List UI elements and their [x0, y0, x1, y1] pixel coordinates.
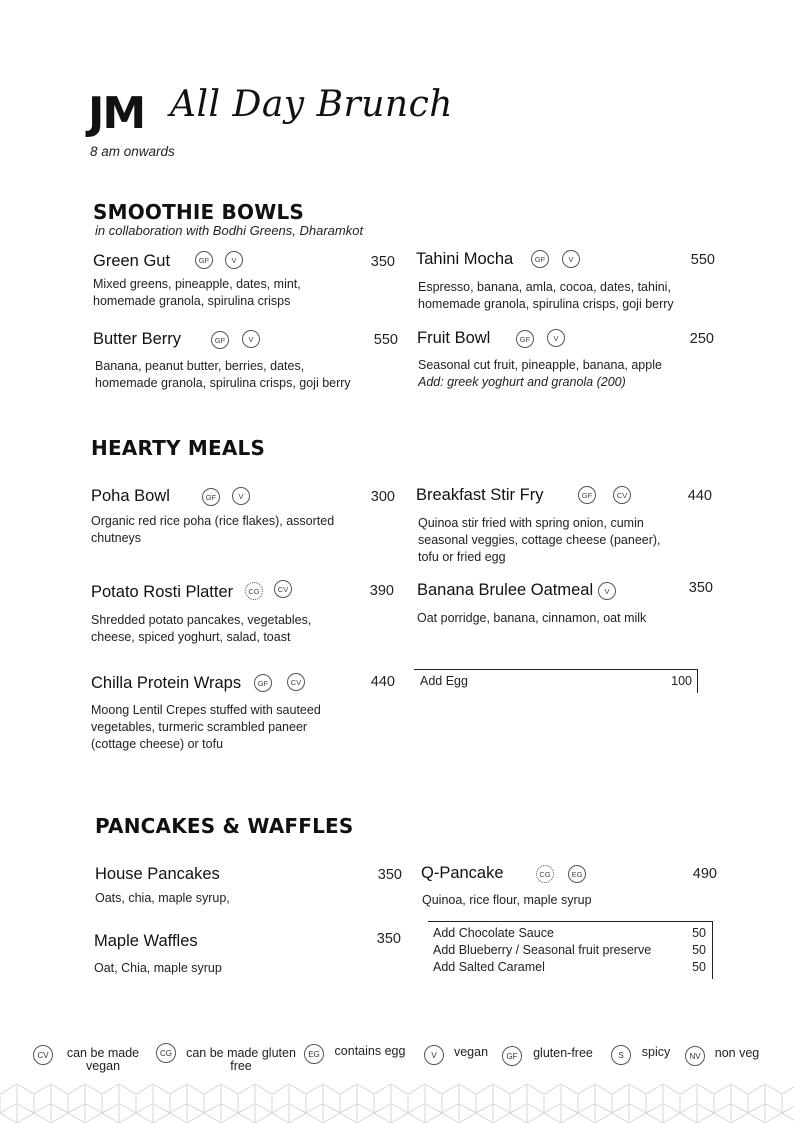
serving-hours: 8 am onwards — [90, 144, 175, 159]
description-line: vegetables, turmeric scrambled paneer — [91, 720, 308, 734]
description-line: (cottage cheese) or tofu — [91, 737, 224, 751]
legend-vegan-icon: V — [424, 1045, 444, 1065]
item-price: 490 — [692, 866, 717, 882]
can-be-gluten-free-icon: CG — [245, 582, 263, 600]
addon-price: 50 — [692, 960, 706, 974]
gluten-free-icon: GF — [211, 331, 229, 349]
vegan-icon: V — [232, 487, 250, 505]
item-description — [91, 702, 391, 753]
addon-price: 50 — [692, 943, 706, 957]
legend-text — [62, 1047, 144, 1073]
description-line: Organic red rice poha (rice flakes), assorted — [91, 514, 335, 528]
item-description — [417, 610, 717, 627]
item-description — [91, 513, 391, 547]
description-line: Moong Lentil Crepes stuffed with sauteed — [91, 703, 321, 717]
description-line: homemade granola, spirulina crisps — [93, 294, 291, 308]
description-line: Quinoa, rice flour, maple syrup — [422, 893, 592, 907]
footer-geometric-pattern — [0, 1084, 794, 1123]
description-line: Shredded potato pancakes, vegetables, — [91, 613, 312, 627]
section-title-hearty-meals: HEARTY MEALS — [91, 436, 266, 460]
item-name-chilla-protein-wraps: Chilla Protein Wraps — [91, 674, 242, 692]
gluten-free-icon: GF — [202, 488, 220, 506]
item-price: 440 — [370, 674, 395, 690]
addon-row — [433, 926, 706, 940]
item-price: 350 — [376, 931, 401, 947]
item-name-butter-berry: Butter Berry — [93, 330, 182, 348]
item-description — [91, 612, 391, 646]
description-line: cheese, spiced yoghurt, salad, toast — [91, 630, 291, 644]
item-description — [93, 276, 393, 310]
addon-label: Add Salted Caramel — [433, 960, 545, 974]
gluten-free-icon: GF — [516, 330, 534, 348]
legend-contains-egg-icon: EG — [304, 1044, 324, 1064]
item-description — [95, 358, 395, 392]
addon-box-pancakes — [428, 921, 713, 979]
description-line: chutneys — [91, 531, 142, 545]
addon-price: 100 — [671, 674, 692, 688]
item-price: 250 — [689, 331, 714, 347]
description-line: homemade granola, spirulina crisps, goji berry — [418, 297, 674, 311]
item-price: 440 — [687, 488, 712, 504]
description-line: Banana, peanut butter, berries, dates, — [95, 359, 305, 373]
item-name-green-gut: Green Gut — [93, 252, 171, 270]
legend-text — [183, 1047, 299, 1073]
legend-text-line: can be made gluten — [186, 1046, 296, 1060]
item-name-banana-brulee-oatmeal: Banana Brulee Oatmeal — [417, 581, 594, 599]
gluten-free-icon: GF — [531, 250, 549, 268]
legend-non-veg-icon: NV — [685, 1046, 705, 1066]
vegan-icon: V — [598, 582, 616, 600]
contains-egg-icon: EG — [568, 865, 586, 883]
legend-text: vegan — [453, 1045, 489, 1059]
description-line: tofu or fried egg — [418, 550, 506, 564]
addon-row — [433, 943, 706, 957]
can-be-vegan-icon: CV — [274, 580, 292, 598]
can-be-vegan-icon: CV — [613, 486, 631, 504]
description-line: Oat, Chia, maple syrup — [94, 961, 222, 975]
legend-spicy-icon: S — [611, 1045, 631, 1065]
section-title-smoothie-bowls: SMOOTHIE BOWLS — [93, 200, 305, 224]
legend-text: gluten-free — [533, 1046, 593, 1060]
item-description — [418, 515, 718, 566]
item-price: 350 — [688, 580, 713, 596]
item-name-q-pancake: Q-Pancake — [421, 864, 504, 882]
item-price: 300 — [370, 489, 395, 505]
description-line: Seasonal cut fruit, pineapple, banana, apple — [418, 358, 662, 372]
description-line: homemade granola, spirulina crisps, goji berry — [95, 376, 351, 390]
addon-box-egg — [414, 669, 698, 693]
addon-price: 50 — [692, 926, 706, 940]
vegan-icon: V — [242, 330, 260, 348]
addon-label: Add Chocolate Sauce — [433, 926, 554, 940]
item-price: 350 — [377, 867, 402, 883]
addon-row — [433, 960, 706, 974]
legend-text-line: can be made — [66, 1046, 140, 1060]
section-subtitle-smoothie: in collaboration with Bodhi Greens, Dharamkot — [95, 223, 364, 238]
gluten-free-icon: GF — [195, 251, 213, 269]
gluten-free-icon: GF — [578, 486, 596, 504]
description-note: Add: greek yoghurt and granola (200) — [418, 375, 626, 389]
gluten-free-icon: GF — [254, 674, 272, 692]
vegan-icon: V — [562, 250, 580, 268]
vegan-icon: V — [225, 251, 243, 269]
description-line: Oats, chia, maple syrup, — [95, 891, 230, 905]
brand-logo: JM — [88, 88, 145, 139]
description-line: Mixed greens, pineapple, dates, mint, — [93, 277, 301, 291]
legend-can-be-gluten-free-icon: CG — [156, 1043, 176, 1063]
item-description — [422, 892, 722, 909]
legend-text: non veg — [714, 1046, 760, 1060]
item-name-breakfast-stir-fry: Breakfast Stir Fry — [416, 486, 544, 504]
can-be-gluten-free-icon: CG — [536, 865, 554, 883]
addon-row — [420, 674, 692, 688]
legend-text-line: free — [230, 1059, 252, 1073]
item-name-fruit-bowl: Fruit Bowl — [417, 329, 491, 347]
section-title-pancakes-waffles: PANCAKES & WAFFLES — [95, 814, 354, 838]
vegan-icon: V — [547, 329, 565, 347]
item-price: 390 — [369, 583, 394, 599]
item-name-house-pancakes: House Pancakes — [95, 865, 220, 883]
description-line: Quinoa stir fried with spring onion, cumin — [418, 516, 644, 530]
addon-label: Add Blueberry / Seasonal fruit preserve — [433, 943, 652, 957]
legend-text-line: vegan — [85, 1059, 121, 1073]
item-description — [418, 279, 718, 313]
item-description — [94, 960, 394, 977]
legend-text: contains egg — [334, 1044, 406, 1058]
item-price: 550 — [690, 252, 715, 268]
item-name-potato-rosti-platter: Potato Rosti Platter — [91, 583, 234, 601]
item-name-tahini-mocha: Tahini Mocha — [416, 250, 514, 268]
addon-label: Add Egg — [420, 674, 468, 688]
item-description — [95, 890, 395, 907]
description-line: Espresso, banana, amla, cocoa, dates, tahini, — [418, 280, 671, 294]
description-line: seasonal veggies, cottage cheese (paneer), — [418, 533, 661, 547]
legend-text: spicy — [641, 1045, 671, 1059]
item-name-poha-bowl: Poha Bowl — [91, 487, 170, 505]
item-description — [418, 357, 718, 391]
legend-can-be-vegan-icon: CV — [33, 1045, 53, 1065]
menu-title-script: All Day Brunch — [170, 84, 453, 125]
item-name-maple-waffles: Maple Waffles — [94, 932, 198, 950]
item-price: 350 — [370, 254, 395, 270]
item-price: 550 — [373, 332, 398, 348]
legend-gluten-free-icon: GF — [502, 1046, 522, 1066]
description-line: Oat porridge, banana, cinnamon, oat milk — [417, 611, 647, 625]
can-be-vegan-icon: CV — [287, 673, 305, 691]
